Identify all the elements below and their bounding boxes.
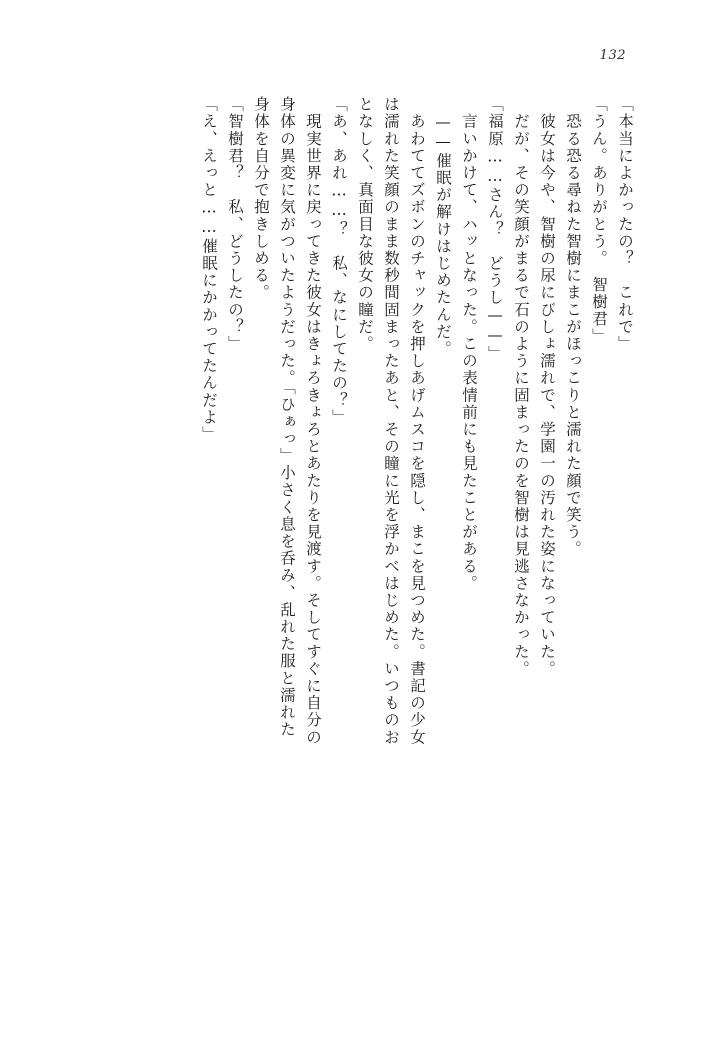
text-column: 恐る恐る尋ねた智樹にまこがほっこりと濡れた顔で笑う。	[564, 96, 582, 558]
text-column: 「え、えっと……催眠にかかってたんだよ」	[200, 96, 218, 443]
text-column: だが、その笑顔がまるで石のように固まったのを智樹は見逃さなかった。	[512, 96, 530, 678]
text-column: 言いかけて、ハッとなった。この表情前にも見たことがある。	[460, 96, 478, 592]
text-column: 現実世界に戻ってきた彼女はきょろきょろとあたりを見渡す。そしてすぐに自分の	[304, 96, 322, 746]
text-column: となしく、真面目な彼女の瞳だ。	[356, 96, 374, 353]
text-column: 「うん。ありがとう。 智樹君」	[590, 96, 608, 345]
text-column: 身体を自分で抱きしめる。	[252, 96, 270, 302]
text-column: 「あ、あれ……？ 私、なにしてたの？」	[330, 96, 348, 426]
text-column: 「智樹君？ 私、どうしたの？」	[226, 96, 244, 353]
text-column: 「本当によかったの？ これで」	[616, 96, 634, 353]
text-column: あわててズボンのチャックを押しあげムスコを隠し、まこを見つめた。書記の少女	[408, 96, 426, 746]
text-column: 「福原……さん？ どうし——」	[486, 96, 504, 363]
page-number: 132	[599, 48, 626, 63]
text-column: 彼女は今や、智樹の尿にびしょ濡れで、学園一の汚れた姿になっていた。	[538, 96, 556, 678]
vertical-text-body	[62, 96, 632, 936]
text-column: は濡れた笑顔のまま数秒間固まったあと、その瞳に光を浮かべはじめた。いつものお	[382, 96, 400, 746]
text-column: ——催眠が解けはじめたんだ。	[434, 96, 452, 358]
text-column: 身体の異変に気がついたようだった。「ひぁっ」小さく息を呑み、乱れた服と濡れた	[278, 96, 296, 739]
